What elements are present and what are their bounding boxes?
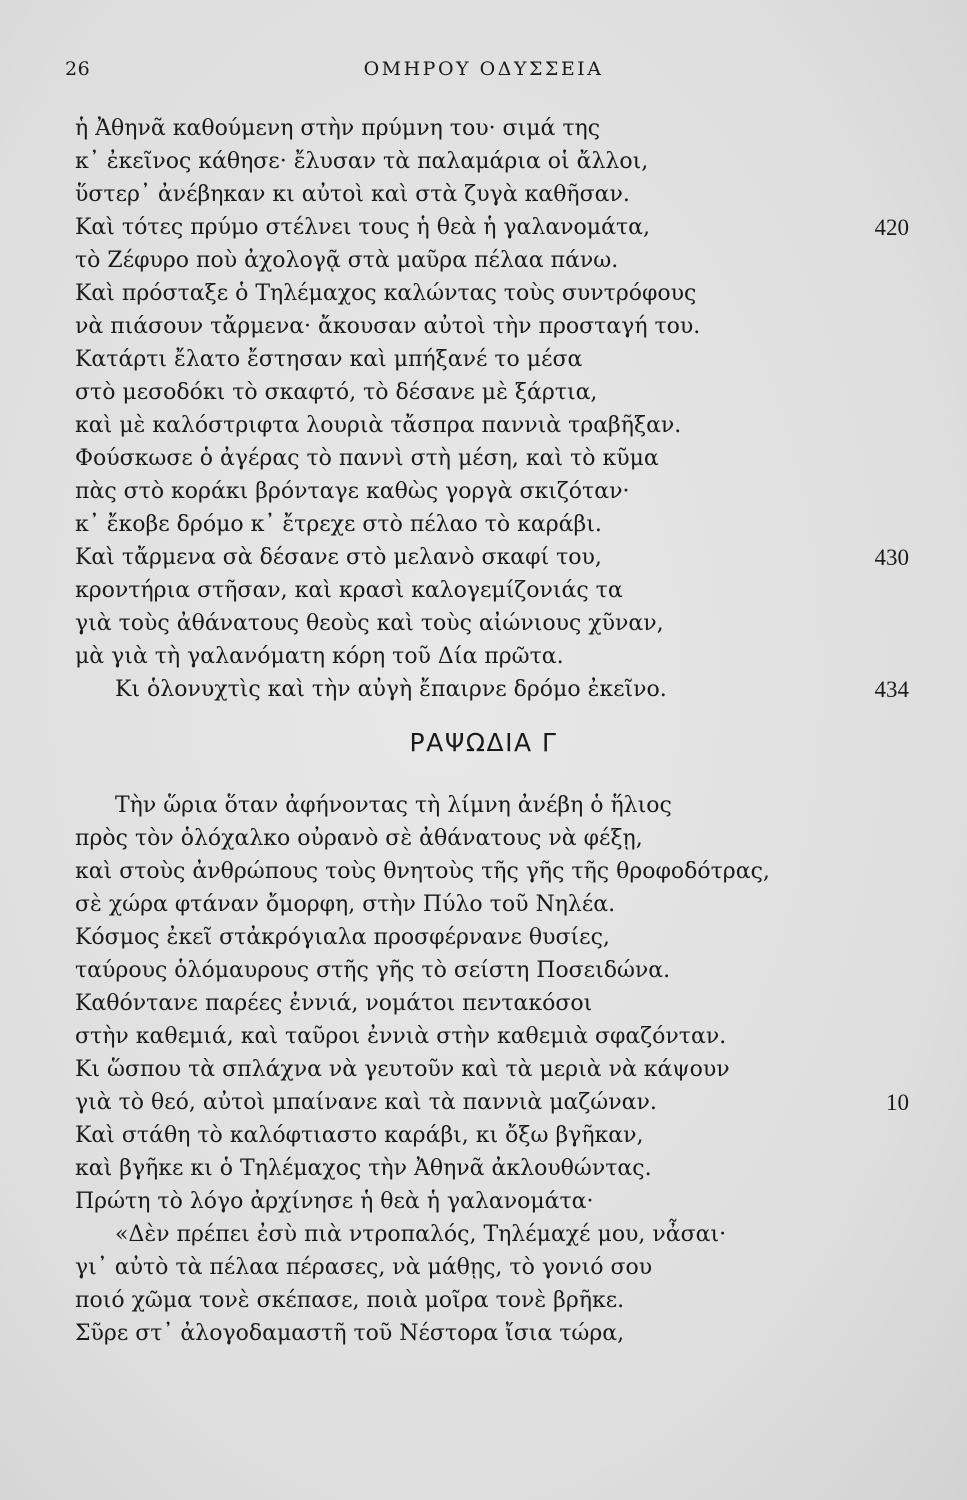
- verse-line: [75, 211, 915, 244]
- page-number: 26: [65, 58, 91, 80]
- verse-text: Τὴν ὥρια ὅταν ἀφήνοντας τὴ λίμνη ἀνέβη ὁ ἥλιος: [115, 793, 672, 818]
- verse-text: Σῦρε στ᾽ ἀλογοδαμαστῆ τοῦ Νέστορα ἴσια τώρα,: [75, 1321, 625, 1346]
- verse-text: Καὶ τότες πρύμο στέλνει τους ἡ θεὰ ἡ γαλανομάτα,: [75, 215, 650, 240]
- verse-line: [75, 574, 915, 607]
- verse-text: κ᾽ ἔκοβε δρόμο κ᾽ ἔτρεχε στὸ πέλαο τὸ καράβι.: [75, 512, 602, 537]
- verse-line: [75, 310, 915, 343]
- verse-text: κροντήρια στῆσαν, καὶ κρασὶ καλογεμίζονιάς τα: [75, 578, 623, 603]
- verse-line: [75, 1185, 915, 1218]
- verse-line: [75, 954, 915, 987]
- verse-text: ἡ Ἀθηνᾶ καθούμενη στὴν πρύμνη του· σιμά της: [75, 116, 601, 141]
- verse-text: στὴν καθεμιά, καὶ ταῦροι ἐννιὰ στὴν καθεμιὰ σφαζόνταν.: [75, 1024, 727, 1049]
- verse-line: [75, 1251, 915, 1284]
- verse-line: [75, 1284, 915, 1317]
- verse-text: Πρώτη τὸ λόγο ἀρχίνησε ἡ θεὰ ἡ γαλανομάτα·: [75, 1189, 594, 1214]
- verse-line: [75, 343, 915, 376]
- verse-text: Κι ὥσπου τὰ σπλάχνα νὰ γευτοῦν καὶ τὰ μεριὰ νὰ κάψουν: [75, 1057, 730, 1082]
- verse-text: γιὰ τὸ θεό, αὐτοὶ μπαίνανε καὶ τὰ παννιὰ μαζώναν.: [75, 1090, 657, 1115]
- verse-line: [75, 673, 915, 706]
- verse-text: Καὶ τἄρμενα σὰ δέσανε στὸ μελανὸ σκαφί του,: [75, 545, 602, 570]
- verse-block-book-2-end: [75, 112, 915, 706]
- verse-line: [75, 822, 915, 855]
- verse-text: Φούσκωσε ὁ ἀγέρας τὸ παννὶ στὴ μέση, καὶ τὸ κῦμα: [75, 446, 659, 471]
- verse-text: ποιό χῶμα τονὲ σκέπασε, ποιὰ μοῖρα τονὲ βρῆκε.: [75, 1288, 625, 1313]
- verse-line: [75, 541, 915, 574]
- verse-text: γι᾽ αὐτὸ τὰ πέλαα πέρασες, νὰ μάθῃς, τὸ γονιό σου: [75, 1255, 653, 1280]
- verse-line: [75, 178, 915, 211]
- verse-text: καὶ βγῆκε κι ὁ Τηλέμαχος τὴν Ἀθηνᾶ ἀκλουθώντας.: [75, 1156, 652, 1181]
- verse-line: [75, 1053, 915, 1086]
- verse-block-book-3-start: [75, 789, 915, 1350]
- verse-line: [75, 855, 915, 888]
- verse-line: [75, 1317, 915, 1350]
- verse-text: σὲ χώρα φτάναν ὄμορφη, στὴν Πύλο τοῦ Νηλέα.: [75, 892, 616, 917]
- verse-line: [75, 508, 915, 541]
- verse-number: 434: [874, 677, 909, 702]
- verse-line: [75, 640, 915, 673]
- verse-line: [75, 1020, 915, 1053]
- verse-text: Καὶ πρόσταξε ὁ Τηλέμαχος καλώντας τοὺς συντρόφους: [75, 281, 697, 306]
- verse-text: νὰ πιάσουν τἄρμενα· ἄκουσαν αὐτοὶ τὴν προσταγή του.: [75, 314, 701, 339]
- verse-line: [75, 376, 915, 409]
- verse-line: [75, 987, 915, 1020]
- verse-line: [75, 1152, 915, 1185]
- verse-text: Καὶ στάθη τὸ καλόφτιαστο καράβι, κι ὄξω βγῆκαν,: [75, 1123, 644, 1148]
- running-title: ΟΜΗΡΟΥ ΟΔΥΣΣΕΙΑ: [363, 58, 604, 80]
- verse-text: τὸ Ζέφυρο ποὺ ἀχολογᾷ στὰ μαῦρα πέλαα πάνω.: [75, 248, 619, 273]
- rhapsody-heading: ΡΑΨΩΔΙΑ Γ: [409, 728, 558, 757]
- verse-text: στὸ μεσοδόκι τὸ σκαφτό, τὸ δέσανε μὲ ξάρτια,: [75, 380, 598, 405]
- verse-text: Κατάρτι ἔλατο ἔστησαν καὶ μπήξανέ το μέσα: [75, 347, 583, 372]
- verse-line: [75, 442, 915, 475]
- verse-line: [75, 475, 915, 508]
- verse-line: [75, 277, 915, 310]
- page-header: [0, 58, 967, 88]
- verse-line: [75, 1119, 915, 1152]
- verse-line: [75, 145, 915, 178]
- verse-line: [75, 1218, 915, 1251]
- verse-line: [75, 607, 915, 640]
- verse-text: καὶ στοὺς ἀνθρώπους τοὺς θνητοὺς τῆς γῆς τῆς θροφοδότρας,: [75, 859, 770, 884]
- verse-text: Κι ὁλονυχτὶς καὶ τὴν αὐγὴ ἔπαιρνε δρόμο ἐκεῖνο.: [115, 677, 667, 702]
- verse-line: [75, 112, 915, 145]
- verse-line: [75, 921, 915, 954]
- verse-line: [75, 409, 915, 442]
- verse-text: πὰς στὸ κοράκι βρόνταγε καθὼς γοργὰ σκιζόταν·: [75, 479, 630, 504]
- verse-line: [75, 789, 915, 822]
- verse-line: [75, 1086, 915, 1119]
- verse-line: [75, 244, 915, 277]
- verse-text: καὶ μὲ καλόστριφτα λουριὰ τἄσπρα παννιὰ τραβῆξαν.: [75, 413, 682, 438]
- verse-number: 430: [874, 545, 909, 570]
- verse-text: Κόσμος ἐκεῖ στἀκρόγιαλα προσφέρνανε θυσίες,: [75, 925, 610, 950]
- verse-line: [75, 888, 915, 921]
- verse-text: γιὰ τοὺς ἀθάνατους θεοὺς καὶ τοὺς αἰώνιους χῦναν,: [75, 611, 664, 636]
- verse-text: Καθόντανε παρέες ἐννιά, νομάτοι πεντακόσοι: [75, 991, 593, 1016]
- verse-number: 10: [886, 1090, 909, 1115]
- verse-text: ὕστερ᾽ ἀνέβηκαν κι αὐτοὶ καὶ στὰ ζυγὰ καθῆσαν.: [75, 182, 630, 207]
- verse-text: μὰ γιὰ τὴ γαλανόματη κόρη τοῦ Δία πρῶτα.: [75, 644, 564, 669]
- verse-text: ταύρους ὁλόμαυρους στῆς γῆς τὸ σείστη Ποσειδώνα.: [75, 958, 671, 983]
- verse-text: πρὸς τὸν ὁλόχαλκο οὐρανὸ σὲ ἀθάνατους νὰ φέξῃ,: [75, 826, 643, 851]
- verse-text: «Δὲν πρέπει ἐσὺ πιὰ ντροπαλός, Τηλέμαχέ μου, νἆσαι·: [115, 1222, 727, 1247]
- verse-text: κ᾽ ἐκεῖνος κάθησε· ἔλυσαν τὰ παλαμάρια οἱ ἄλλοι,: [75, 149, 649, 174]
- verse-number: 420: [874, 215, 909, 240]
